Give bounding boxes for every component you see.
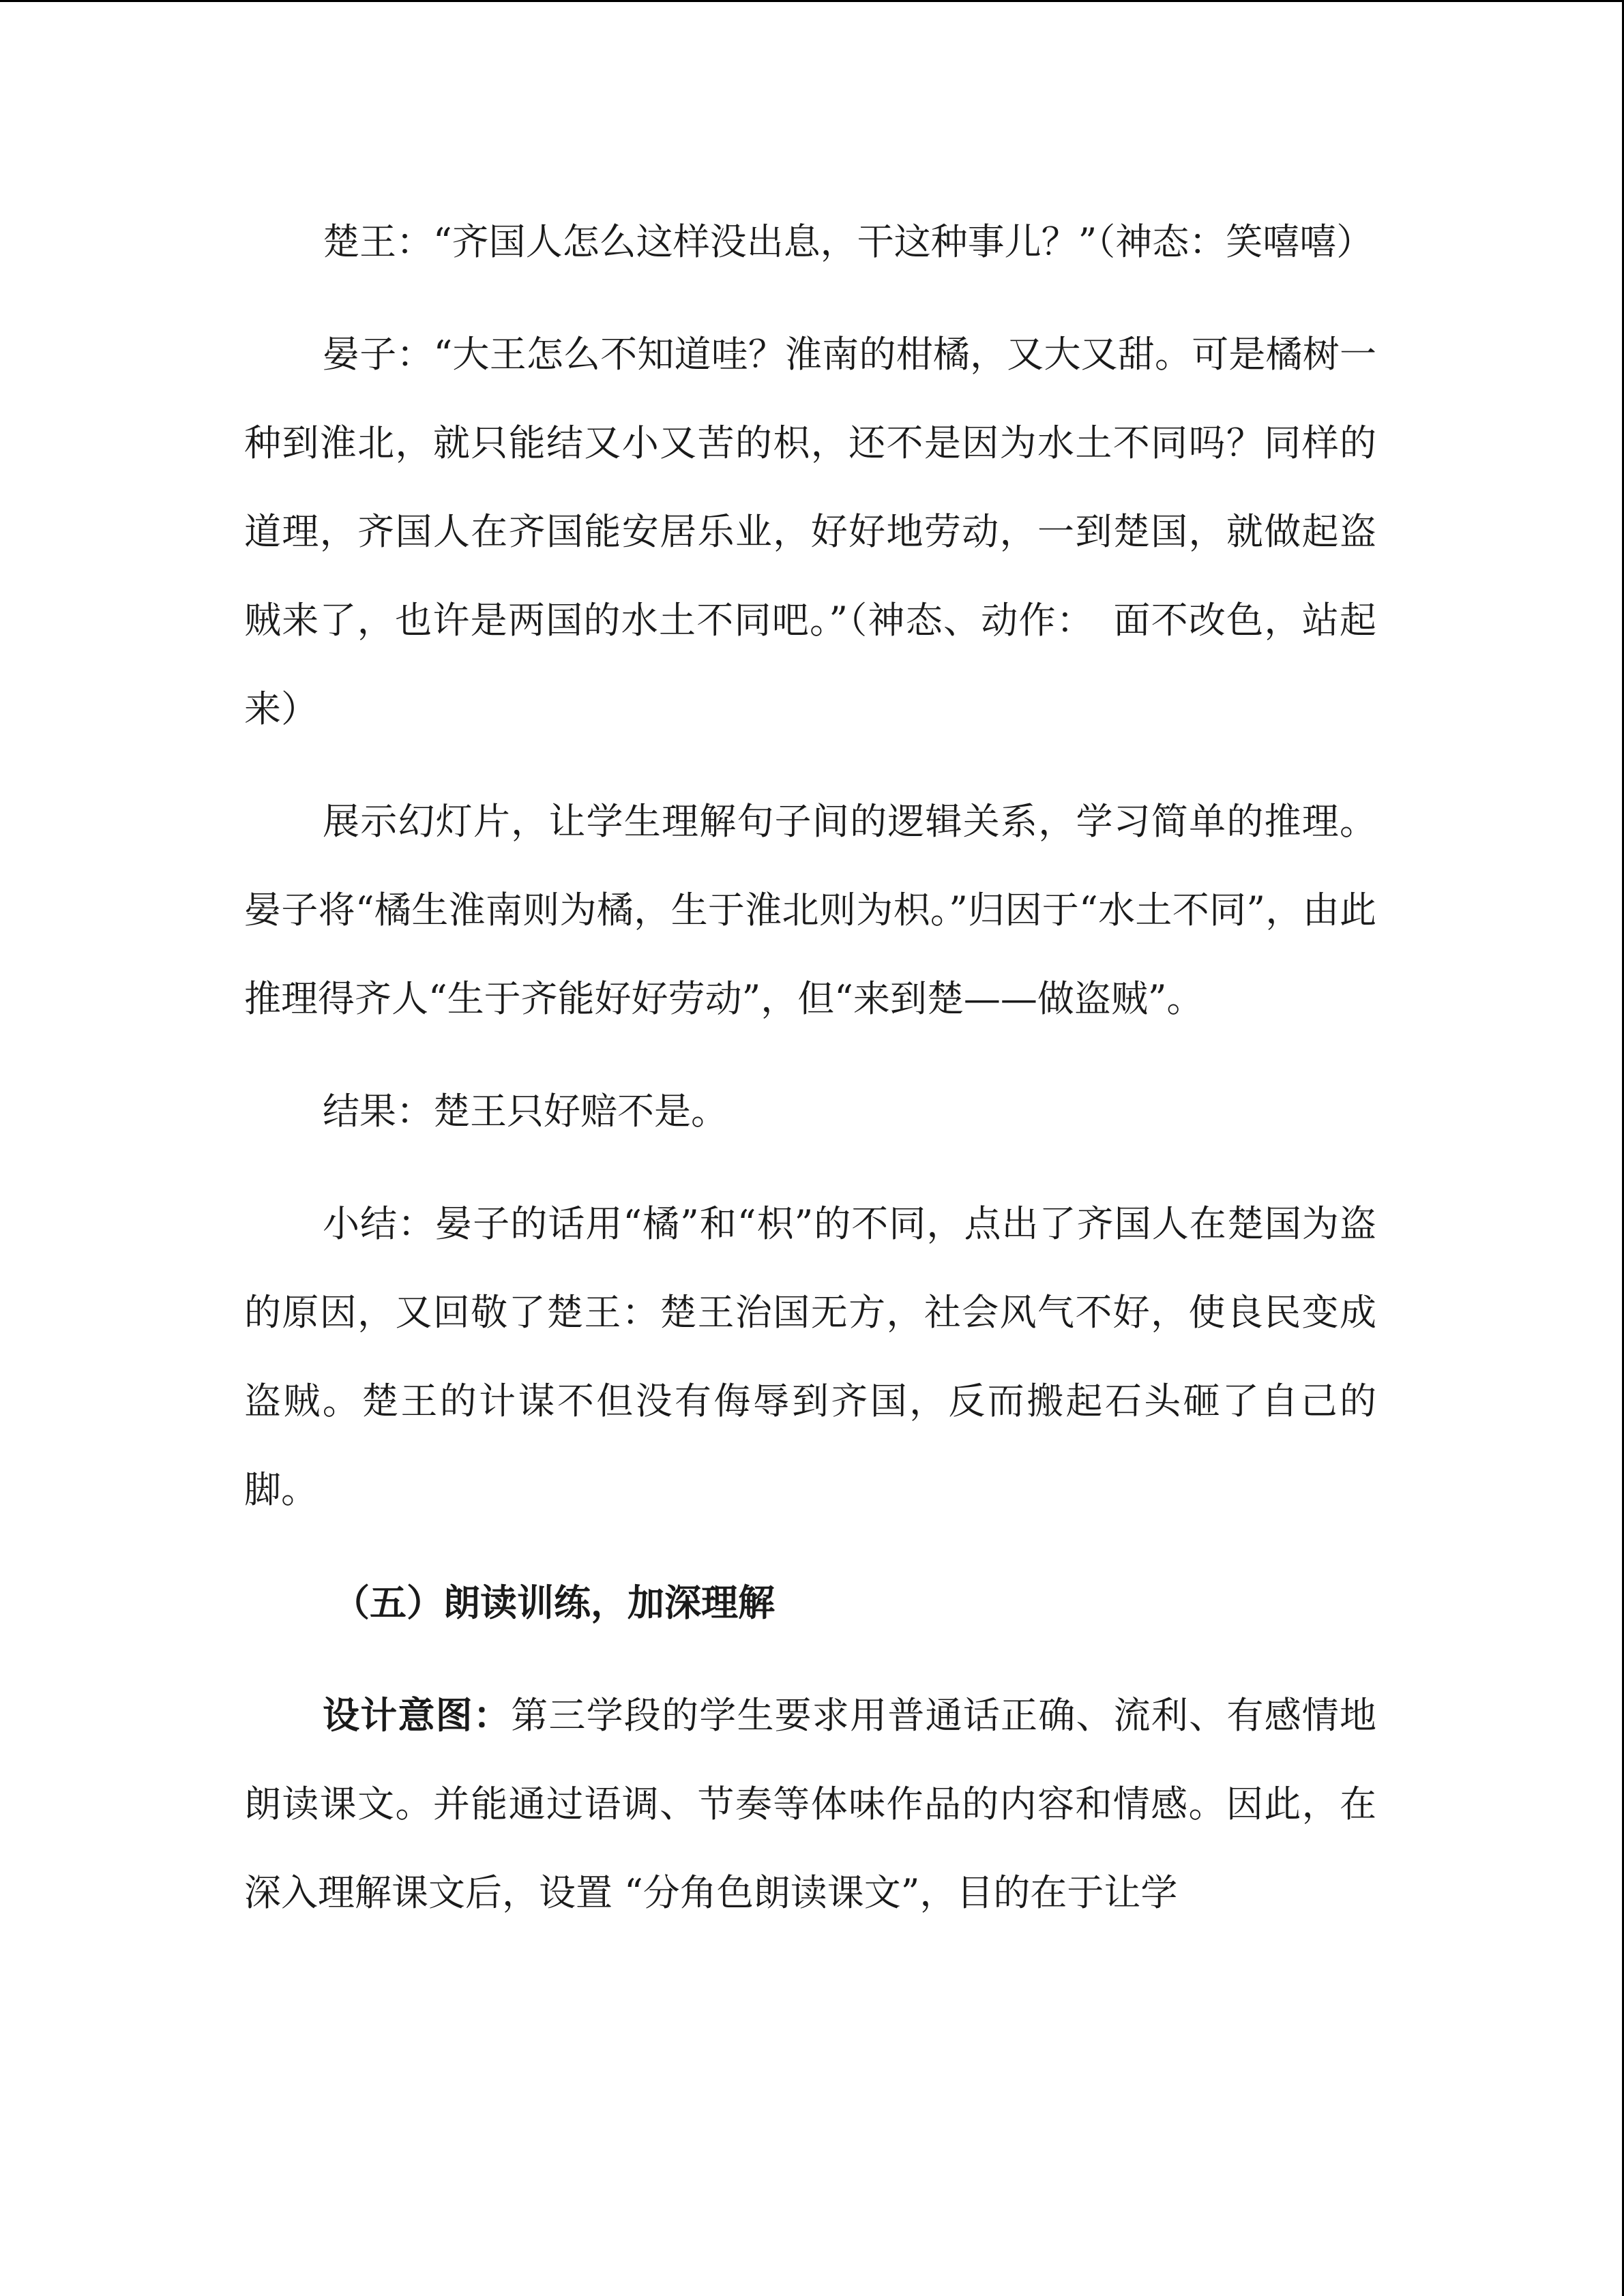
paragraph-slide-explanation: 展示幻灯片，让学生理解句子间的逻辑关系，学习简单的推理。晏子将“橘生淮南则为橘，生于淮北则为枳。”归因于“水土不同”，由此推理得齐人“生于齐能好好劳动”，但“来到楚——做盗贼”。	[244, 800, 1376, 1020]
paragraph-summary: 小结：晏子的话用“橘”和“枳”的不同，点出了齐国人在楚国为盗的原因，又回敬了楚王：楚王治国无方，社会风气不好，使良民变成盗贼。楚王的计谋不但没有侮辱到齐国，反而搬起石头砸了自己的脚。	[244, 1202, 1376, 1511]
paragraph-design-intent	[244, 1671, 1376, 1937]
design-intent-label: 设计意图：	[323, 1693, 512, 1737]
section-heading: （五）朗读训练，加深理解	[333, 1581, 775, 1624]
design-intent-text: 第三学段的学生要求用普通话正确、流利、有感情地朗读课文。并能通过语调、节奏等体味作品的内容和情感。因此，在深入理解课文后，设置 “分角色朗读课文”，目的在于让学	[244, 1694, 1377, 1914]
document-body	[244, 198, 1376, 1961]
paragraph-yan-zi-reply: 晏子：“大王怎么不知道哇？淮南的柑橘，又大又甜。可是橘树一种到淮北，就只能结又小又苦的枳，还不是因为水土不同吗？同样的道理，齐国人在齐国能安居乐业，好好地劳动，一到楚国，就做起盗贼来了，也许是两国的水土不同吧。”（神态、动作： 面不改色，站起来）	[244, 333, 1376, 730]
paragraph-chu-wang-quote: 楚王：“齐国人怎么这样没出息，干这种事儿？”（神态：笑嘻嘻）	[323, 220, 1374, 263]
paragraph-result: 结果：楚王只好赔不是。	[323, 1090, 728, 1133]
page-border-top	[0, 0, 1624, 2]
